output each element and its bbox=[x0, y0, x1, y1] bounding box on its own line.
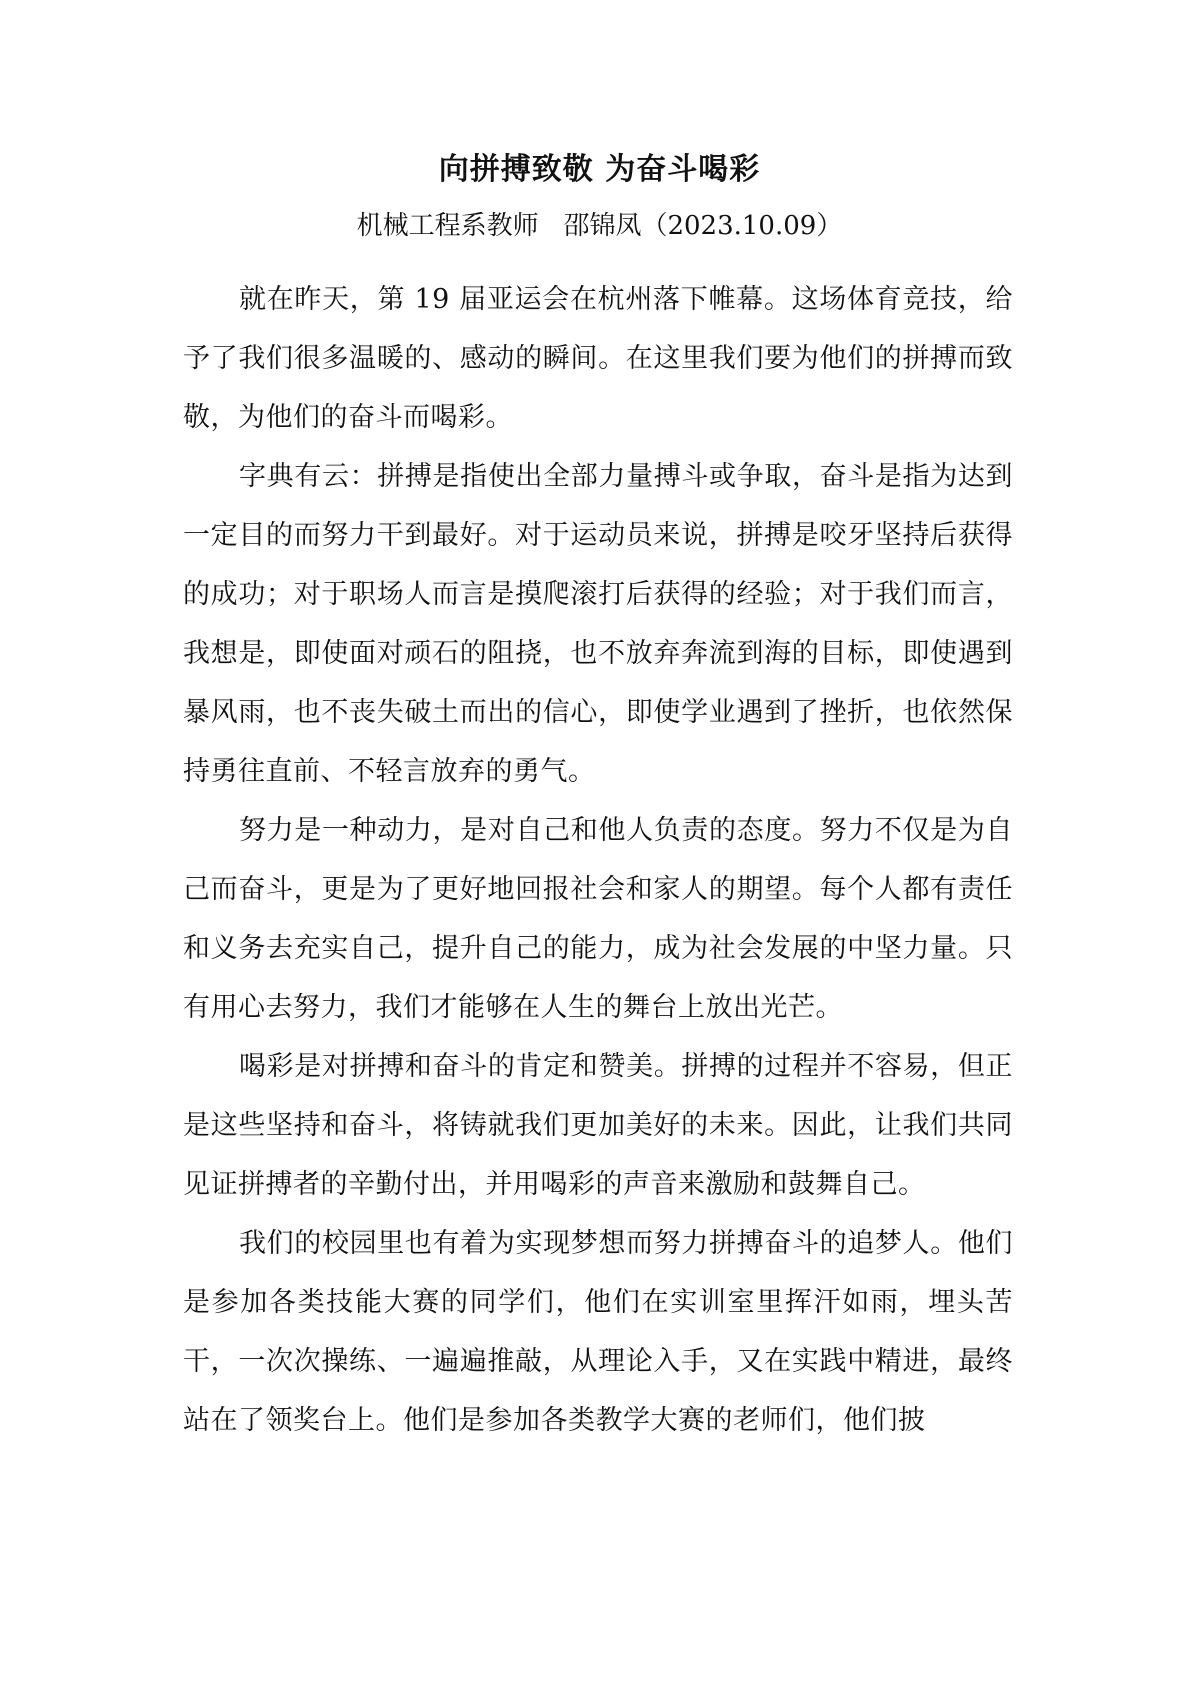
paragraph-4: 喝彩是对拼搏和奋斗的肯定和赞美。拼搏的过程并不容易，但正是这些坚持和奋斗，将铸就我们更加美好的未来。因此，让我们共同见证拼搏者的辛勤付出，并用喝彩的声音来激励和鼓舞自己。 bbox=[183, 1051, 1013, 1200]
document-title: 向拼搏致敬 为奋斗喝彩 bbox=[438, 152, 761, 187]
paragraph-1: 就在昨天，第 19 届亚运会在杭州落下帷幕。这场体育竞技，给予了我们很多温暖的、感动的瞬间。在这里我们要为他们的拼搏而致敬，为他们的奋斗而喝彩。 bbox=[183, 284, 1013, 433]
paragraph-5: 我们的校园里也有着为实现梦想而努力拼搏奋斗的追梦人。他们是参加各类技能大赛的同学们，他们在实训室里挥汗如雨，埋头苦干，一次次操练、一遍遍推敲，从理论入手，又在实践中精进，最终站在了领奖台上。他们是参加各类教学大赛的老师们，他们披 bbox=[183, 1228, 1013, 1436]
document-body bbox=[183, 270, 1013, 1450]
paragraph-3: 努力是一种动力，是对自己和他人负责的态度。努力不仅是为自己而奋斗，更是为了更好地回报社会和家人的期望。每个人都有责任和义务去充实自己，提升自己的能力，成为社会发展的中坚力量。只有用心去努力，我们才能够在人生的舞台上放出光芒。 bbox=[183, 815, 1013, 1023]
author-byline: 机械工程系教师 邵锦凤（2023.10.09） bbox=[356, 211, 843, 241]
paragraph-2: 字典有云：拼搏是指使出全部力量搏斗或争取，奋斗是指为达到一定目的而努力干到最好。对于运动员来说，拼搏是咬牙坚持后获得的成功；对于职场人而言是摸爬滚打后获得的经验；对于我们而言，我想是，即使面对顽石的阻挠，也不放弃奔流到海的目标，即使遇到暴风雨，也不丧失破土而出的信心，即使学业遇到了挫折，也依然保持勇往直前、不轻言放弃的勇气。 bbox=[183, 461, 1013, 787]
